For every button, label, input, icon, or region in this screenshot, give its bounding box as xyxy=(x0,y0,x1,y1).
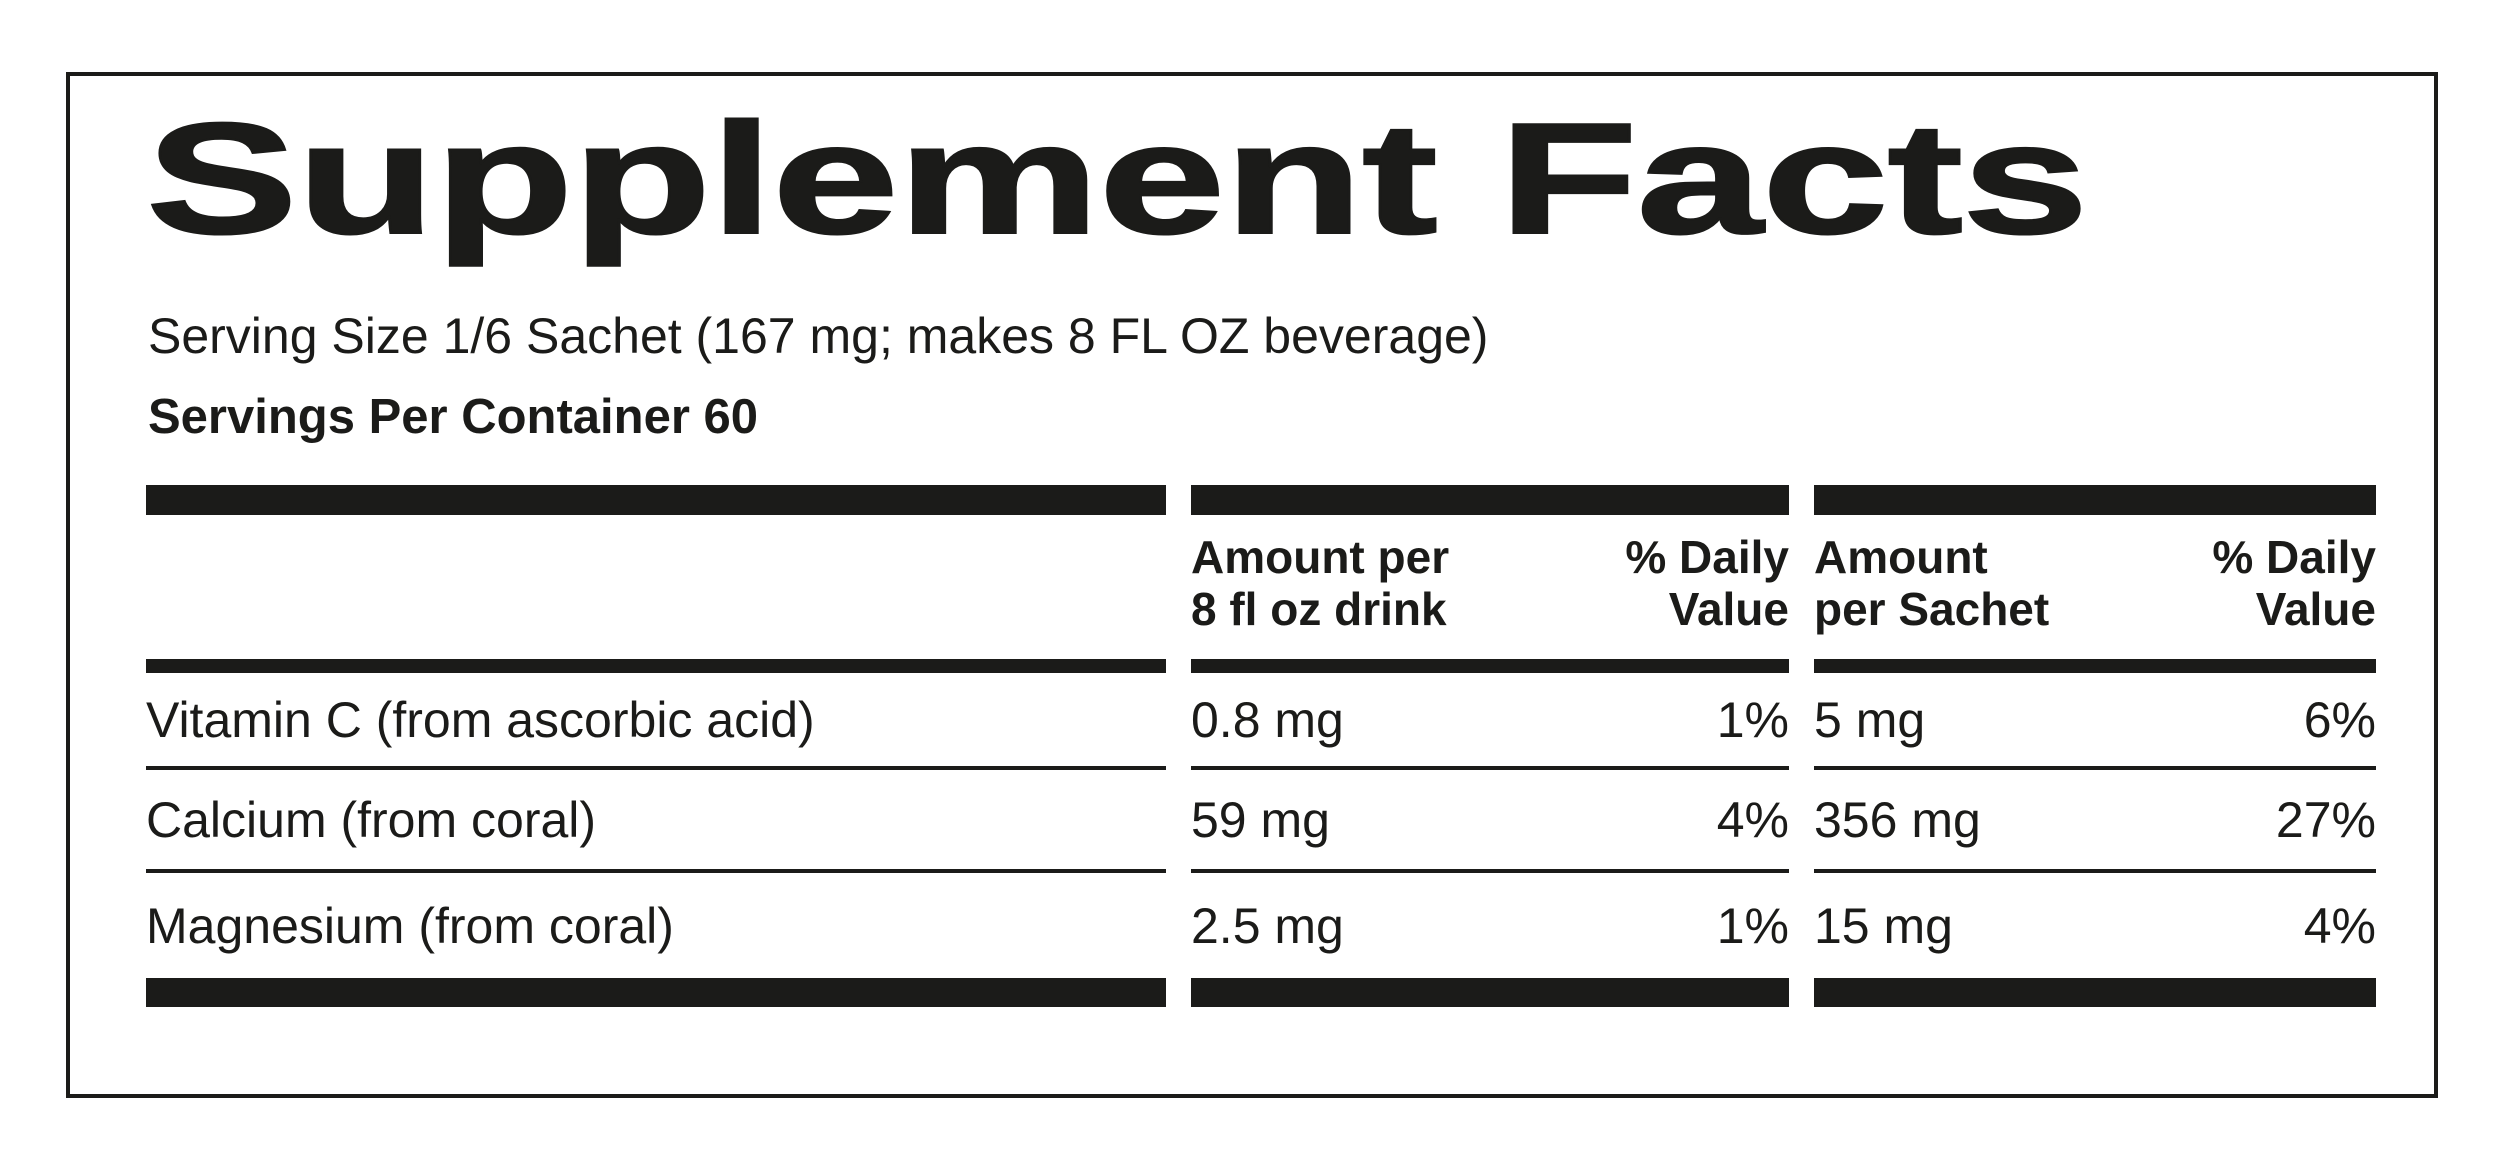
header-divider xyxy=(1814,659,2376,673)
table-row xyxy=(146,873,1166,978)
header-divider xyxy=(146,659,1166,673)
drink-column xyxy=(1191,485,1789,1007)
daily-value: 4% xyxy=(1716,791,1789,848)
table-row xyxy=(1191,673,1789,766)
header-line: Value xyxy=(1668,583,1789,635)
drink-column-header xyxy=(1191,515,1789,659)
header-line: % Daily xyxy=(2212,531,2376,583)
table-row xyxy=(1814,770,2376,869)
nutrient-column-header xyxy=(146,515,1166,659)
daily-value: 1% xyxy=(1716,897,1789,954)
sachet-column-header xyxy=(1814,515,2376,659)
daily-value: 1% xyxy=(1716,691,1789,748)
header-line: Value xyxy=(2255,583,2376,635)
table-row xyxy=(146,770,1166,869)
daily-value: 27% xyxy=(2275,791,2376,848)
amount-value: 59 mg xyxy=(1191,791,1330,848)
amount-value: 15 mg xyxy=(1814,897,1953,954)
top-divider xyxy=(146,485,1166,515)
bottom-divider xyxy=(146,978,1166,1007)
sachet-column xyxy=(1814,485,2376,1007)
nutrient-name: Calcium (from coral) xyxy=(146,791,597,848)
daily-value-drink-header xyxy=(1625,531,1789,659)
supplement-facts-panel xyxy=(66,72,2438,1098)
header-line: 8 fl oz drink xyxy=(1191,583,1447,635)
header-line: % Daily xyxy=(1625,531,1789,583)
top-divider xyxy=(1814,485,2376,515)
table-row xyxy=(1191,770,1789,869)
facts-table xyxy=(146,485,2376,1007)
table-row xyxy=(146,673,1166,766)
amount-value: 2.5 mg xyxy=(1191,897,1344,954)
bottom-divider xyxy=(1191,978,1789,1007)
header-line: Amount per xyxy=(1191,531,1450,583)
panel-title-text: Supplement Facts xyxy=(146,91,2088,267)
amount-value: 5 mg xyxy=(1814,691,1926,748)
nutrient-name: Magnesium (from coral) xyxy=(146,897,674,954)
column-gap xyxy=(1166,485,1191,1007)
top-divider xyxy=(1191,485,1789,515)
header-line: per Sachet xyxy=(1814,583,2050,635)
daily-value: 4% xyxy=(2303,897,2376,954)
column-gap xyxy=(1789,485,1814,1007)
serving-size-text: Serving Size 1/6 Sachet (167 mg; makes 8 FL OZ beverage) xyxy=(148,308,1489,364)
table-row xyxy=(1814,873,2376,978)
amount-value: 0.8 mg xyxy=(1191,691,1344,748)
header-divider xyxy=(1191,659,1789,673)
panel-title xyxy=(146,91,2088,270)
bottom-divider xyxy=(1814,978,2376,1007)
daily-value: 6% xyxy=(2303,691,2376,748)
servings-per-container-text: Servings Per Container 60 xyxy=(148,390,759,444)
daily-value-sachet-header xyxy=(2212,531,2376,659)
amount-value: 356 mg xyxy=(1814,791,1981,848)
header-line: Amount xyxy=(1814,531,1988,583)
nutrient-name: Vitamin C (from ascorbic acid) xyxy=(146,691,815,748)
nutrient-column xyxy=(146,485,1166,1007)
amount-per-sachet-header xyxy=(1814,531,2049,659)
amount-per-drink-header xyxy=(1191,531,1449,659)
table-row xyxy=(1191,873,1789,978)
table-row xyxy=(1814,673,2376,766)
